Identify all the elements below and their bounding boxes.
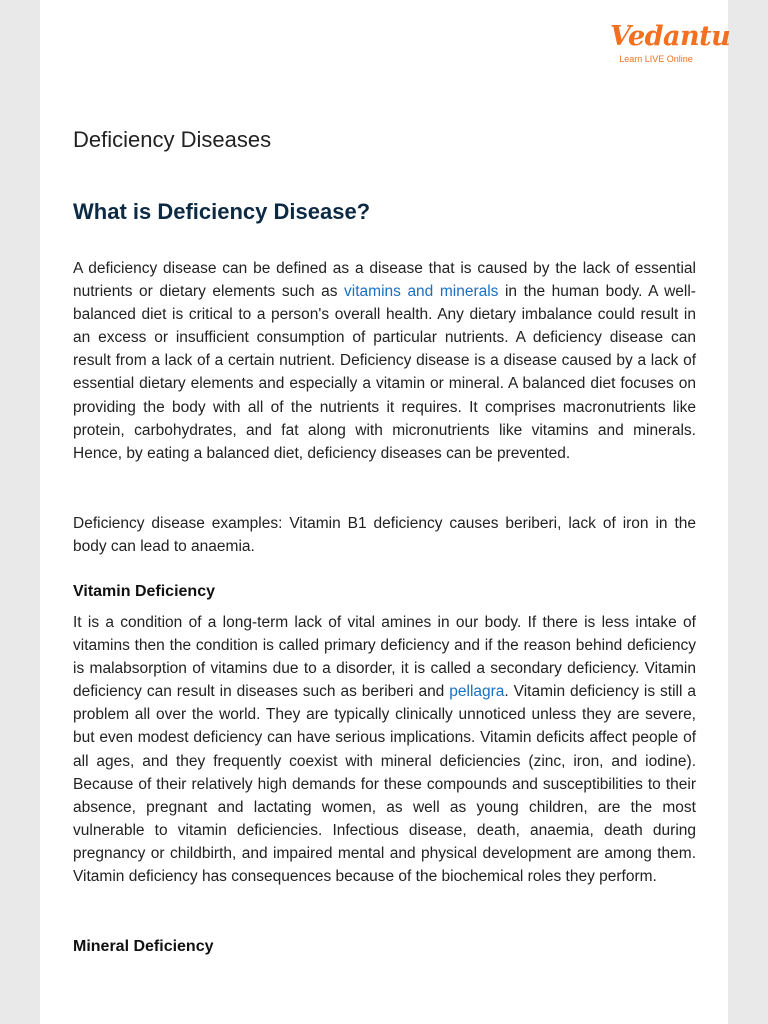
pellagra-link[interactable]: pellagra [449, 683, 505, 701]
intro-text-start: A deficiency disease can be defined as a disease that is caused by the lack of essential nutrients or dietary elements such as [73, 260, 696, 301]
mineral-deficiency-heading: Mineral Deficiency [73, 938, 214, 955]
section-heading: What is Deficiency Disease? [73, 199, 371, 224]
vitamin-deficiency-heading: Vitamin Deficiency [73, 583, 215, 600]
intro-paragraph [73, 257, 696, 465]
intro-text-end: in the human body. A well-balanced diet is critical to a person's overall health. Any dietary imbalance could result in an excess or insufficient consumption of particular nutrients. A deficiency disease can result from a lack of a certain nutrient. Deficiency disease is a disease caused by a lack of essential dietary elements and especially a vitamin or mineral. A balanced diet focuses on providing the body with all of the nutrients it requires. It comprises macronutrients like protein, carbohydrates, and fat along with micronutrients like vitamins and minerals. Hence, by eating a balanced diet, deficiency diseases can be prevented. [73, 283, 696, 462]
vedantu-logo[interactable] [610, 21, 731, 65]
vitamin-text-start: It is a condition of a long-term lack of vital amines in our body. If there is less intake of vitamins then the condition is called primary deficiency and if the reason behind deficiency is malabsorption of vitamins due to a disorder, it is called a secondary deficiency. Vitamin deficiency can result in diseases such as beriberi and [73, 614, 696, 701]
examples-paragraph: Deficiency disease examples: Vitamin B1 deficiency causes beriberi, lack of iron in the body can lead to anaemia. [73, 515, 696, 556]
vitamin-paragraph [73, 611, 696, 888]
vitamins-minerals-link[interactable]: vitamins and minerals [344, 283, 499, 301]
document-page [40, 0, 731, 1024]
logo-wordmark: Vedantu [610, 21, 731, 52]
logo-tagline: Learn LIVE Online [619, 54, 693, 64]
vitamin-text-end: . Vitamin deficiency is still a problem all over the world. They are typically clinically unnoticed unless they are severe, but even modest deficiency can have serious implications. Vitamin deficits affect people of all ages, and they frequently coexist with mineral deficiencies (zinc, iron, and iodine). Because of their relatively high demands for these compounds and susceptibilities to their absence, pregnant and lactating women, as well as young children, are the most vulnerable to vitamin deficiencies. Infectious disease, death, anaemia, death during pregnancy or childbirth, and impaired mental and physical development are among them. Vitamin deficiency has consequences because of the biochemical roles they perform. [73, 683, 696, 886]
page-title: Deficiency Diseases [73, 127, 272, 152]
